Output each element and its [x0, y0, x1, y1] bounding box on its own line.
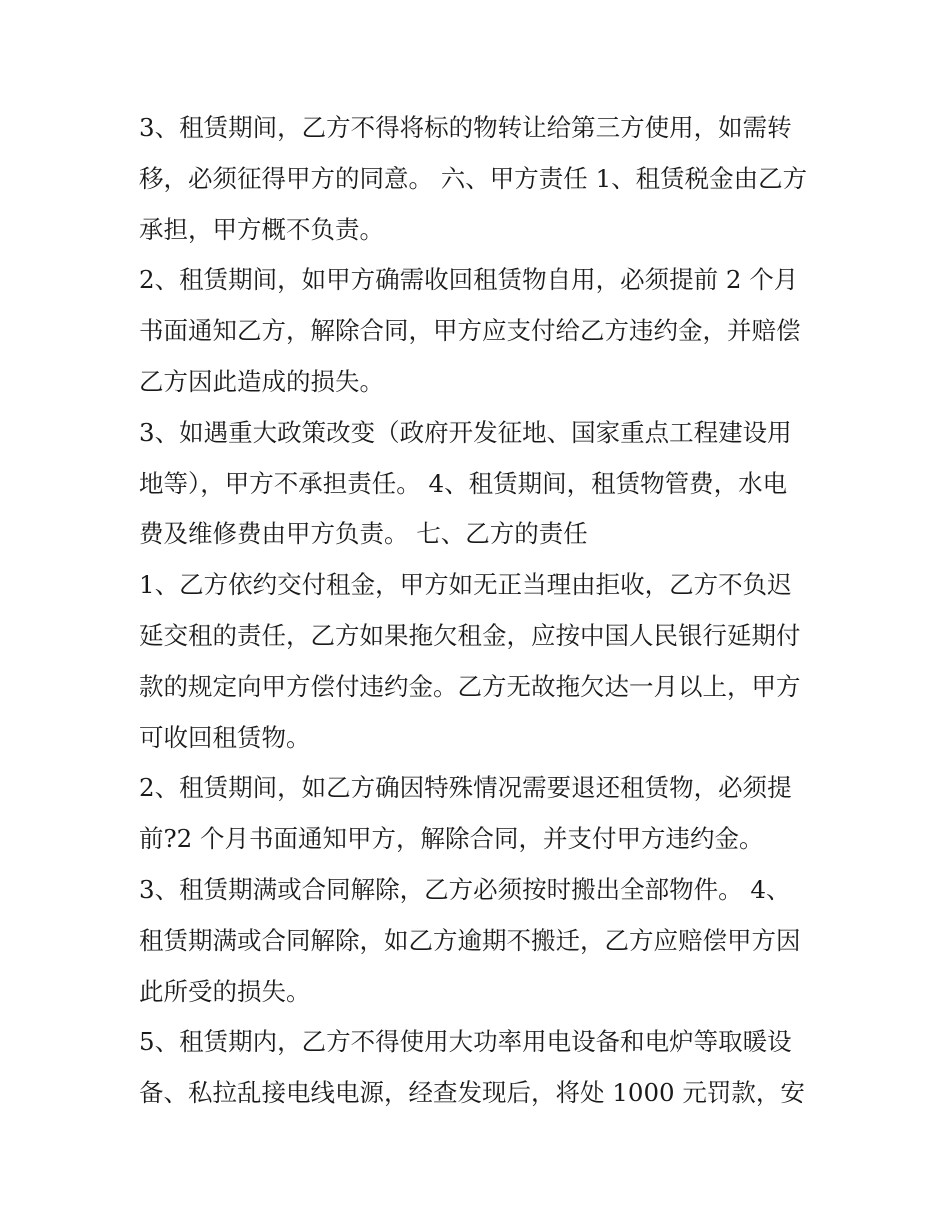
text-line: 前?2 个月书面通知甲方，解除合同，并支付甲方违约金。 [139, 824, 764, 854]
document-body [139, 103, 814, 1119]
paragraph-lessee-move-out [139, 865, 814, 1017]
text-line: 2、租赁期间，如甲方确需收回租赁物自用，必须提前 2 个月 [139, 265, 799, 295]
paragraph-lessee-rent-payment [139, 560, 814, 763]
paragraph-lessee-return [139, 763, 814, 865]
paragraph-lessor-transfer-and-tax [139, 103, 814, 255]
text-line: 5、租赁期内，乙方不得使用大功率用电设备和电炉等取暖设 [139, 1027, 792, 1057]
text-line: 费及维修费由甲方负责。 七、乙方的责任 [139, 519, 588, 549]
text-line: 3、租赁期满或合同解除，乙方必须按时搬出全部物件。 4、 [139, 874, 791, 904]
text-line: 承担，甲方概不负责。 [139, 214, 384, 244]
text-line: 3、如遇重大政策改变（政府开发征地、国家重点工程建设用 [139, 417, 792, 447]
paragraph-policy-change [139, 408, 814, 560]
text-line: 租赁期满或合同解除，如乙方逾期不搬迁，乙方应赔偿甲方因 [139, 925, 801, 955]
text-line: 此所受的损失。 [139, 976, 311, 1006]
paragraph-electrical-safety [139, 1017, 814, 1119]
text-line: 款的规定向甲方偿付违约金。乙方无故拖欠达一月以上，甲方 [139, 671, 801, 701]
text-line: 地等），甲方不承担责任。 4、租赁期间，租赁物管费，水电 [139, 468, 788, 498]
text-line: 乙方因此造成的损失。 [139, 366, 384, 396]
text-line: 3、租赁期间，乙方不得将标的物转让给第三方使用，如需转 [139, 113, 792, 142]
text-line: 1、乙方依约交付租金，甲方如无正当理由拒收，乙方不负迟 [139, 570, 792, 600]
paragraph-lessor-reclaim [139, 255, 814, 407]
text-line: 延交租的责任，乙方如果拖欠租金，应按中国人民银行延期付 [139, 620, 801, 650]
text-line: 2、租赁期间，如乙方确因特殊情况需要退还租赁物，必须提 [139, 773, 792, 803]
text-line: 可收回租赁物。 [139, 722, 311, 752]
text-line: 备、私拉乱接电线电源，经查发现后，将处 1000 元罚款，安 [139, 1078, 805, 1108]
text-line: 移，必须征得甲方的同意。 六、甲方责任 1、租赁税金由乙方 [139, 163, 808, 193]
text-line: 书面通知乙方，解除合同，甲方应支付给乙方违约金，并赔偿 [139, 316, 801, 346]
